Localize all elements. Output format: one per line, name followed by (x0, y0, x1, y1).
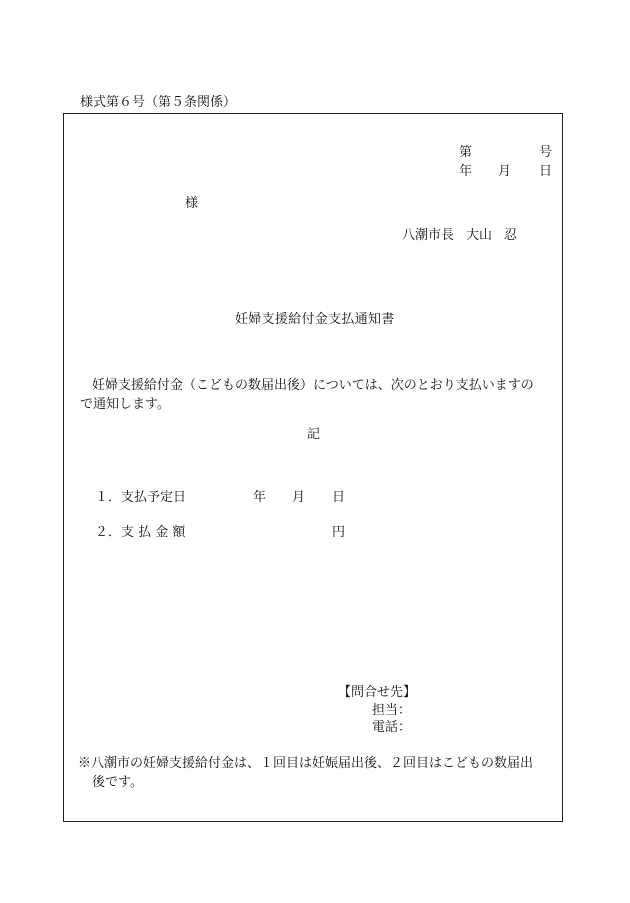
issue-date-day: 日 (539, 164, 553, 179)
form-number-label: 様式第６号（第５条関係） (80, 95, 237, 110)
addressee-suffix: 様 (185, 196, 199, 211)
body-line-2: で通知します。 (80, 397, 170, 412)
payment-date-day-unit: 日 (332, 490, 346, 505)
issuer-title: 八潮市長 (402, 228, 455, 243)
footnote (78, 754, 558, 792)
contact-person-label: 担当： (372, 703, 412, 718)
document-frame (63, 113, 563, 822)
payment-amount-yen-unit: 円 (332, 525, 346, 540)
issuer (402, 229, 517, 242)
ki-label: 記 (307, 427, 321, 442)
payment-date-year-unit: 年 (253, 490, 267, 505)
issue-date-month: 月 (498, 164, 512, 179)
body-line-1: 妊婦支援給付金（こどもの数届出後）については、次のとおり支払いますの (92, 378, 534, 393)
issue-date-year: 年 (459, 164, 473, 179)
body-text (80, 376, 555, 414)
number-prefix: 第 (459, 145, 473, 160)
payment-amount-label: ２．支 払 金 額 (95, 525, 186, 540)
number-suffix: 号 (539, 145, 553, 160)
footnote-line-2: 後です。 (92, 775, 143, 790)
document-number-line (459, 146, 551, 160)
document-title: 妊婦支援給付金支払通知書 (235, 312, 395, 327)
payment-date-month-unit: 月 (292, 490, 306, 505)
issuer-given-name: 忍 (504, 228, 518, 243)
contact-phone-label: 電話： (372, 720, 412, 735)
footnote-line-1: ※八潮市の妊婦支援給付金は、１回目は妊娠届出後、２回目はこどもの数届出 (78, 756, 534, 771)
issue-date-line (459, 165, 551, 179)
contact-heading: 【問合せ先】 (338, 685, 417, 700)
payment-date-label: １．支払予定日 (95, 490, 187, 505)
issuer-surname: 大山 (466, 228, 493, 243)
